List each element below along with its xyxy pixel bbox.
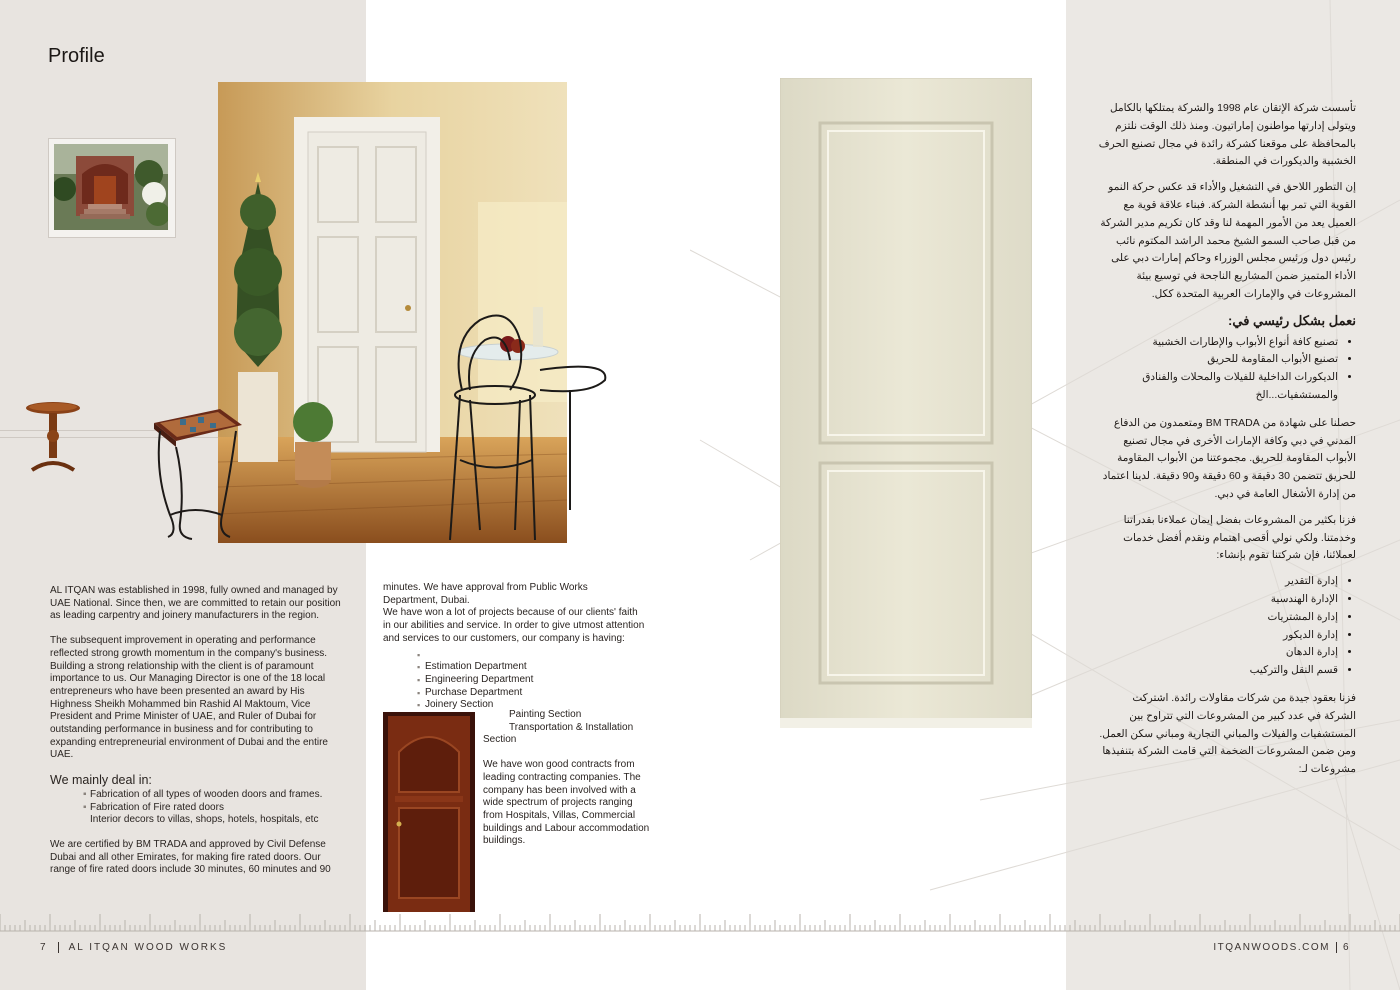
- thumbnail-house-photo: [54, 144, 168, 230]
- footer-ruler-decoration: [0, 914, 1400, 932]
- arabic-department-list: [1098, 573, 1356, 680]
- arabic-department-item: • الإدارة الهندسية: [1098, 591, 1338, 609]
- right-page-number: 6: [1342, 942, 1350, 954]
- arabic-intro-paragraph: تأسست شركة الإتقان عام 1998 والشركة يمتلكها بالكامل ويتولى إدارتها مواطنون إماراتيون. ومنذ ذلك الوقت نلتزم بالمحافظة على موقعنا كشركة رائدة في مجال تصنيع الحرف الخشبية والديكورات في المنطقة.: [1098, 102, 1356, 168]
- deal-item: Interior decors to villas, shops, hotels, hospitals, etc: [90, 814, 319, 826]
- department-item-empty: [383, 649, 645, 662]
- arabic-growth-paragraph: إن التطور اللاحق في التشغيل والأداء قد عكس حركة النمو القوية التي تمر بها أنشطة الشركة. فبناء علاقة قوية مع العميل يعد من الأمور المهمة لنا وقد كان تكريم مدير الشركة من قبل صاحب السمو الشيخ محمد الراشد المكتوم نائب رئيس دول ورئيس مجلس الوزراء وحاكم إمارات دبي على الأداء المتميز ضمن المشاريع الناجحة في توسيع بيئة المشروعات في والإمارات العربية المتحدة ككل.: [1100, 181, 1356, 300]
- footer-right: [1213, 942, 1350, 953]
- arabic-department-item: • إدارة الديكور: [1098, 627, 1338, 645]
- contracts-paragraph: We have won good contracts from leading contracting companies. The company has been involved with a wide spectrum of projects ranging from Hospitals, Villas, Commercial buildings and Labour accommodation buildings.: [483, 759, 650, 847]
- department-item: Painting Section: [509, 709, 582, 720]
- arabic-deal-item: • الديكورات الداخلية للفيلات والمحلات والفنادق والمستشفيات...الخ: [1098, 369, 1338, 405]
- arabic-projects-paragraph: فزنا بكثير من المشروعات بفضل إيمان عملاءنا بقدراتنا وخدمتنا. ولكي نولي أقصى اهتمام ونقدم أفضل خدمات لعملائنا، فإن شركتنا تقوم بإنشاء:: [1123, 513, 1356, 562]
- cream-panel-door-photo: [780, 78, 1032, 728]
- arabic-department-item: • إدارة التقدير: [1098, 573, 1338, 591]
- arabic-department-item: • إدارة الدهان: [1098, 644, 1338, 662]
- department-item: ▪ Joinery Section: [383, 699, 645, 712]
- wooden-stool-illustration: [22, 400, 84, 475]
- arabic-column-text: [1098, 100, 1356, 787]
- page-title: Profile: [48, 45, 105, 67]
- mosaic-side-table-illustration: [150, 405, 245, 545]
- footer-left: [40, 942, 227, 953]
- deal-item: ▪ Fabrication of Fire rated doors: [50, 802, 348, 815]
- department-item: ▪ Purchase Department: [383, 687, 645, 700]
- department-item: Transportation & Installation: [509, 721, 634, 733]
- middle-column-continued: [483, 709, 651, 860]
- deal-item: ▪ Fabrication of all types of wooden doors and frames.: [50, 789, 348, 802]
- wooden-door-photo: [383, 712, 475, 912]
- footer-website[interactable]: ITQANWOODS.COM: [1213, 942, 1330, 954]
- arabic-department-item: • قسم النقل والتركيب: [1098, 662, 1338, 680]
- department-item: ▪ Engineering Department: [383, 674, 645, 687]
- footer-company-name: AL ITQAN WOOD WORKS: [68, 942, 228, 954]
- arabic-deal-list: [1098, 334, 1356, 405]
- growth-paragraph: The subsequent improvement in operating and performance reflected strong growth momentum in the company's business. Building a strong relationship with the client is of paramount importance to us. Our Managing Director is one of the 18 local entrepreneurs who have been presented an award by His Highness Sheikh Mohammed bin Rashid Al Maktoum, Vice President and Prime Minister of UAE, and Ruler of Dubai for outstanding performance in business and for contributing to expanding entrepreneurial environment of Dubai and the entire UAE.: [50, 635, 328, 761]
- certification-paragraph: We are certified by BM TRADA and approved by Civil Defense Dubai and all other Emirates, for making fire rated doors. Our range of fire rated doors include 30 minutes, 60 minutes and 90: [50, 838, 331, 876]
- projects-paragraph: We have won a lot of projects because of our clients' faith in our abilities and service. In order to give utmost attention and services to our customers, our company is having:: [383, 607, 645, 644]
- deal-heading: We mainly deal in:: [50, 773, 152, 788]
- arabic-contracts-paragraph: فزنا بعقود جيدة من شركات مقاولات رائدة. اشتركت الشركة في عدد كبير من المشروعات التي تتراوح بين المستشفيات والفيلات والمباني التجارية ومباني سكن العمل. ومن ضمن المشروعات الضخمة التي قامت الشركة بتنفيذها مشروعات لـ:: [1099, 691, 1356, 776]
- left-column-text: [50, 585, 348, 889]
- arabic-deal-item: • تصنيع الأبواب المقاومة للحريق: [1098, 351, 1338, 369]
- department-list: [383, 649, 645, 713]
- deal-list: [50, 789, 348, 827]
- arabic-deal-item: • تصنيع كافة أنواع الأبواب والإطارات الخشبية: [1098, 334, 1338, 352]
- left-page-number: 7: [40, 942, 48, 954]
- arabic-certification-paragraph: حصلنا على شهادة من BM TRADA ومتعمدون من الدفاع المدني في دبي وكافة الإمارات الأخرى في مجال تصنيع الأبواب المقاومة للحريق. مجموعتنا من الأبواب المقاومة للحريق تتضمن 30 دقيقة و 60 دقيقة و90 دقيقة. لدينا اعتماد من إدارة الأشغال العامة في دبي.: [1102, 416, 1356, 500]
- approval-paragraph: minutes. We have approval from Public Works Department, Dubai.: [383, 582, 588, 606]
- middle-column-text: [383, 582, 645, 712]
- metal-chair-illustration: [440, 300, 615, 548]
- intro-paragraph: AL ITQAN was established in 1998, fully owned and managed by UAE National. Since then, we are committed to retain our position as leading carpentry and joinery manufacturers in the region.: [50, 585, 341, 622]
- arabic-deal-heading: نعمل بشكل رئيسي في:: [1228, 312, 1356, 328]
- arabic-department-item: • إدارة المشتريات: [1098, 609, 1338, 627]
- department-item-wrap: Section: [483, 734, 517, 746]
- department-item: ▪ Estimation Department: [383, 661, 645, 674]
- footer-divider: [58, 942, 59, 953]
- footer-divider: [1336, 942, 1337, 953]
- thumbnail-frame: [48, 138, 176, 238]
